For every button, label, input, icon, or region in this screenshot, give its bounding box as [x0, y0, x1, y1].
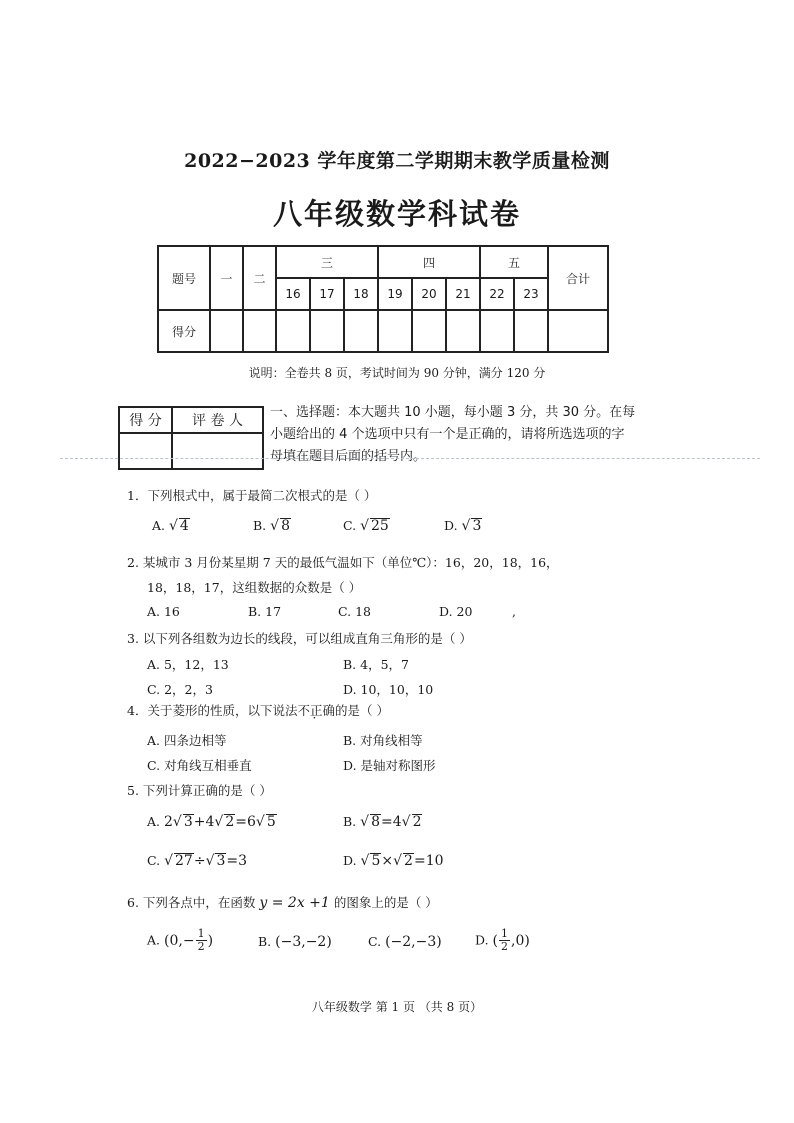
question-5-option-a: A. 2√ 3+4√ 2=6√ 5	[147, 814, 276, 830]
score-table-group-3: 三	[276, 246, 378, 278]
score-table-num: 21	[446, 278, 480, 310]
score-table-num: 20	[412, 278, 446, 310]
page-footer: 八年级数学 第 1 页 （共 8 页）	[311, 1000, 483, 1014]
question-6-option-d: D. ( $\frac{1}{2}$ ,0)	[475, 927, 530, 953]
question-3-option-a: A. 5，12，13	[147, 657, 229, 672]
exam-subtitle: 八年级数学科试卷	[272, 197, 521, 231]
question-2-stem: 2. 某城市 3 月份某星期 7 天的最低气温如下（单位℃）：16，20，18，16，	[127, 555, 559, 570]
question-3-option-c: C. 2，2，3	[147, 682, 213, 697]
question-1-option-b: B. √ 8	[253, 518, 290, 534]
score-table-total: 合计	[548, 246, 608, 310]
question-6-stem: 6. 下列各点中，在函数 y = 2x +1 的图象上的是（ ）	[127, 895, 438, 911]
score-table	[157, 245, 609, 353]
score-table-group-5: 五	[480, 246, 548, 278]
score-cell	[310, 310, 344, 352]
question-4-option-a: A. 四条边相等	[147, 733, 227, 748]
scan-divider	[60, 458, 760, 459]
question-2-option-a: A. 16	[147, 604, 180, 619]
exam-title: 2022−2023 学年度第二学期期末教学质量检测	[184, 150, 610, 172]
score-cell	[210, 310, 243, 352]
question-1-option-c: C. √ 25	[343, 518, 389, 534]
question-6-option-b: B. (−3,−2)	[258, 934, 332, 950]
question-4-stem: 4．关于菱形的性质，以下说法不正确的是（ ）	[127, 703, 389, 718]
grader-score-cell	[119, 433, 172, 469]
question-1-option-d: D. √ 3	[444, 518, 482, 534]
grader-reviewer-label: 评 卷 人	[172, 407, 263, 433]
function-expression: y = 2x +1	[259, 895, 330, 911]
question-5-option-d: D. √ 5×√ 2=10	[343, 853, 444, 869]
score-table-num: 22	[480, 278, 514, 310]
grader-score-label: 得 分	[119, 407, 172, 433]
score-cell	[446, 310, 480, 352]
score-table-num: 18	[344, 278, 378, 310]
question-4-option-c: C. 对角线互相垂直	[147, 758, 252, 773]
score-cell	[548, 310, 608, 352]
question-3-option-b: B. 4，5，7	[343, 657, 409, 672]
section-1-line: 母填在题目后面的括号内。	[270, 449, 427, 464]
score-table-num: 17	[310, 278, 344, 310]
score-cell	[276, 310, 310, 352]
score-cell	[514, 310, 548, 352]
question-2-stem-cont: 18，18，17，这组数据的众数是（ ）	[147, 580, 362, 595]
question-5-option-b: B. √ 8=4√ 2	[343, 814, 422, 830]
score-table-col-2: 二	[243, 246, 276, 310]
score-cell	[243, 310, 276, 352]
score-cell	[344, 310, 378, 352]
score-table-header-label: 题号	[158, 246, 210, 310]
score-cell	[378, 310, 412, 352]
grader-reviewer-cell	[172, 433, 263, 469]
question-1-option-a: A. √ 4	[152, 518, 189, 534]
question-6-option-c: C. (−2,−3)	[368, 934, 442, 950]
score-table-score-label: 得分	[158, 310, 210, 352]
score-table-num: 16	[276, 278, 310, 310]
score-table-num: 19	[378, 278, 412, 310]
question-3-option-d: D. 10，10，10	[343, 682, 434, 697]
question-3-stem: 3. 以下列各组数为边长的线段，可以组成直角三角形的是（ ）	[127, 631, 472, 646]
score-table-num: 23	[514, 278, 548, 310]
emphasis-text: 不正确	[297, 703, 335, 718]
question-5-stem: 5. 下列计算正确的是（ ）	[127, 783, 272, 798]
score-cell	[412, 310, 446, 352]
question-1-stem: 1．下列根式中，属于最简二次根式的是（ ）	[127, 488, 377, 503]
question-6-option-a: A. (0,− $\frac{1}{2}$ )	[147, 927, 214, 953]
score-table-group-4: 四	[378, 246, 480, 278]
question-4-option-b: B. 对角线相等	[343, 733, 423, 748]
score-cell	[480, 310, 514, 352]
grader-table	[118, 406, 264, 470]
question-4-option-d: D. 是轴对称图形	[343, 758, 436, 773]
section-1-line: 一、选择题：本大题共 10 小题，每小题 3 分，共 30 分。在每	[270, 405, 636, 420]
score-table-col-1: 一	[210, 246, 243, 310]
question-5-option-c: C. √ 27÷√ 3=3	[147, 853, 248, 869]
question-2-option-c: C. 18	[338, 604, 371, 619]
stray-mark: ,	[512, 604, 516, 619]
question-2-option-b: B. 17	[248, 604, 282, 619]
question-2-option-d: D. 20	[439, 604, 473, 619]
exam-note: 说明：全卷共 8 页，考试时间为 90 分钟，满分 120 分	[248, 366, 546, 380]
section-1-line: 小题给出的 4 个选项中只有一个是正确的，请将所选选项的字	[270, 427, 625, 442]
